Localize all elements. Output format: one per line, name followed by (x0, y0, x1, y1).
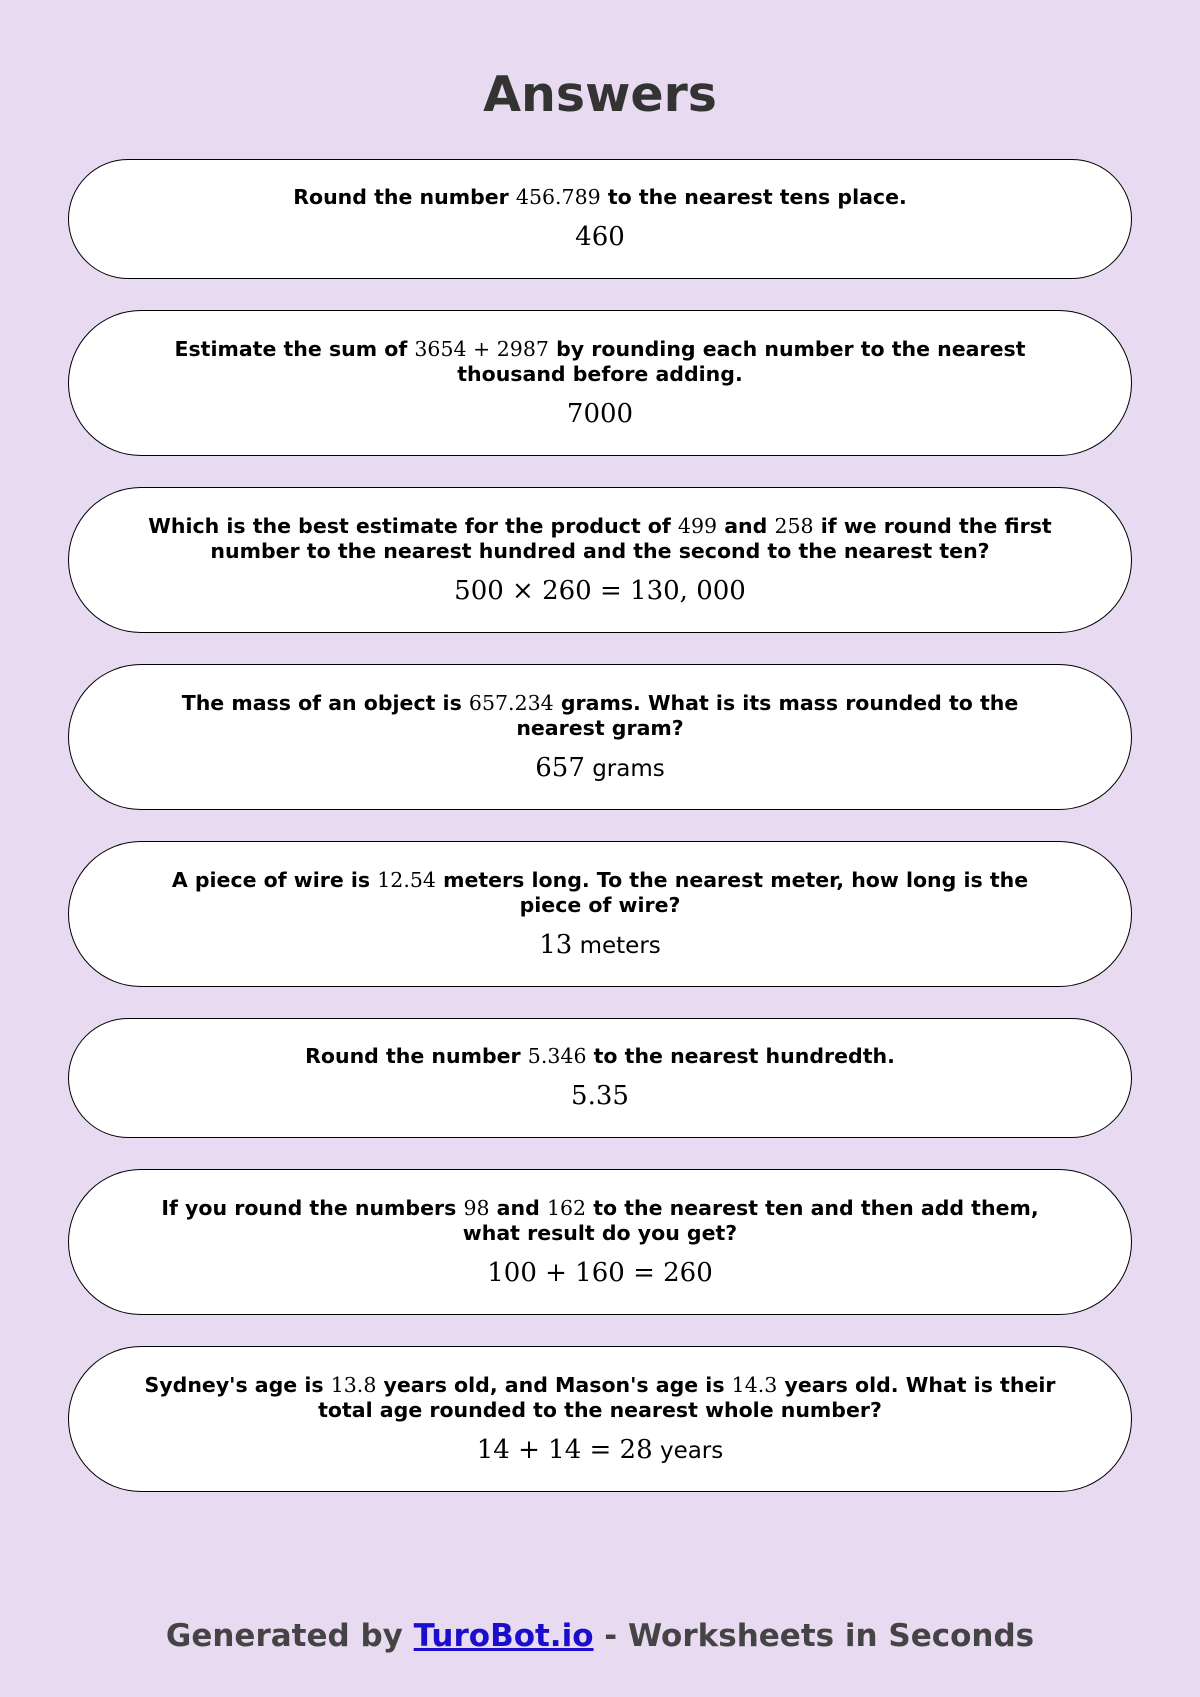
answer-card (68, 841, 1132, 987)
answer-text: 7000 (566, 398, 634, 429)
answer-card (68, 1018, 1132, 1138)
page-title: Answers (483, 66, 717, 123)
footer (0, 1618, 1200, 1654)
question-text: Estimate the sum of 3654 + 2987 by rounding each number to the nearest thousand before adding. (174, 336, 1026, 386)
question-text: Round the number 5.346 to the nearest hundredth. (305, 1044, 895, 1068)
footer-prefix: Generated by (165, 1618, 414, 1654)
question-text: A piece of wire is 12.54 meters long. To the nearest meter, how long is the piece of wire? (171, 867, 1029, 917)
answer-card (68, 1169, 1132, 1315)
answer-card (68, 159, 1132, 279)
question-text: The mass of an object is 657.234 grams. What is its mass rounded to the nearest gram? (181, 690, 1019, 740)
question-text: Which is the best estimate for the product of 499 and 258 if we round the first number to the nearest hundred and the second to the nearest ten? (148, 513, 1052, 563)
answer-card (68, 1346, 1132, 1492)
answer-text: 5.35 (571, 1081, 629, 1111)
answer-text: 100 + 160 = 260 (487, 1257, 713, 1288)
answer-text: 500 × 260 = 130, 000 (454, 575, 746, 606)
question-text: Sydney's age is 13.8 years old, and Mason's age is 14.3 years old. What is their total age rounded to the nearest whole number? (144, 1372, 1056, 1422)
answer-card (68, 664, 1132, 810)
answer-card (68, 487, 1132, 633)
answer-text: 657 grams (535, 752, 665, 783)
turobot-link[interactable]: TuroBot.io (413, 1618, 594, 1654)
answer-card (68, 310, 1132, 456)
footer-suffix: - Worksheets in Seconds (593, 1618, 1035, 1654)
answer-text: 460 (575, 222, 625, 252)
question-text: If you round the numbers 98 and 162 to the nearest ten and then add them, what result do you get? (161, 1195, 1039, 1245)
answer-list (68, 159, 1132, 1523)
answer-text: 14 + 14 = 28 years (476, 1434, 724, 1465)
answer-text: 13 meters (539, 929, 661, 960)
question-text: Round the number 456.789 to the nearest tens place. (293, 185, 907, 209)
